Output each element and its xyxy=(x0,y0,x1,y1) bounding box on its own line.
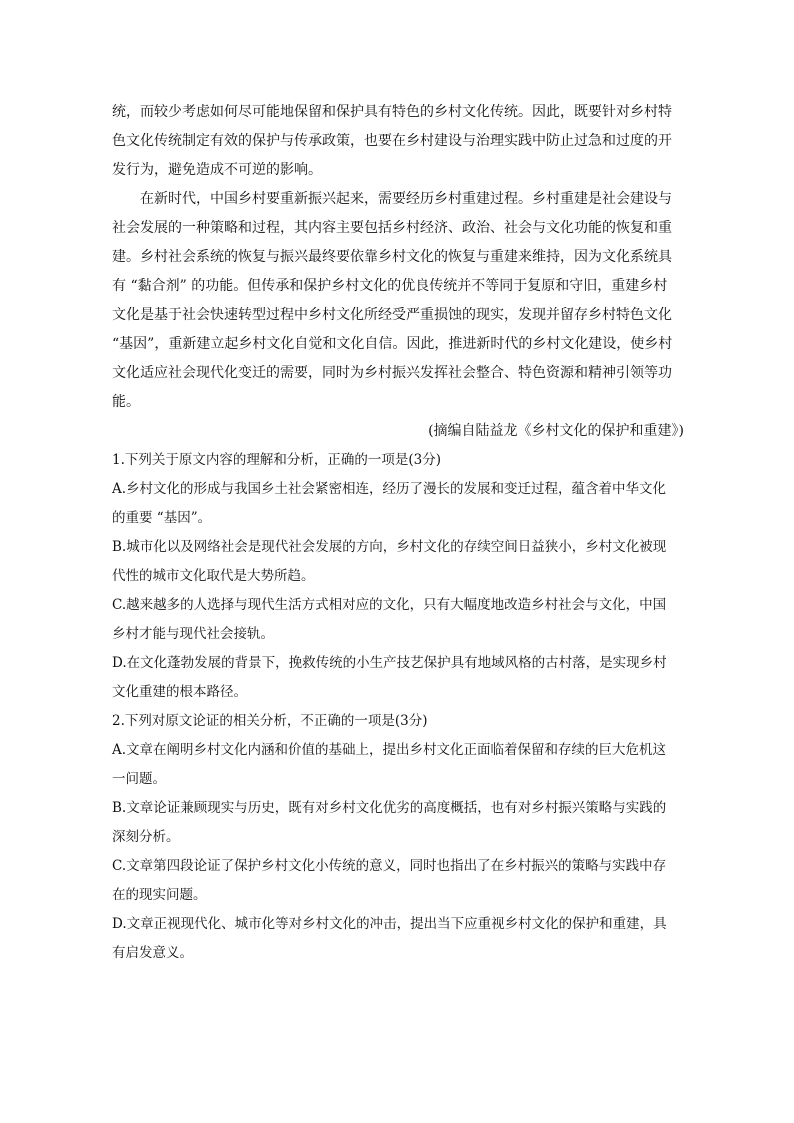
option-a-continued: 一问题。 xyxy=(112,771,166,787)
option-a: A.文章在阐明乡村文化内涵和价值的基础上，提出乡村文化正面临着保留和存续的巨大危机这 xyxy=(112,742,667,758)
question-1 xyxy=(112,446,684,707)
option-b: B.城市化以及网络社会是现代社会发展的方向，乡村文化的存续空间日益狭小，乡村文化被现 xyxy=(112,539,667,555)
document-page xyxy=(112,98,684,968)
text-line: 社会发展的一种策略和过程，其内容主要包括乡村经济、政治、社会与文化功能的恢复和重 xyxy=(112,220,672,236)
text-line: 能。 xyxy=(112,394,140,410)
source-citation: (摘编自陆益龙《乡村文化的保护和重建》) xyxy=(428,423,684,439)
paragraph xyxy=(112,185,684,417)
text-line: 文化适应社会现代化变迁的需要，同时为乡村振兴发挥社会整合、特色资源和精神引领等功 xyxy=(112,365,672,381)
option-d-continued: 文化重建的根本路径。 xyxy=(112,684,247,700)
option-c-continued: 乡村才能与现代社会接轨。 xyxy=(112,626,274,642)
option-d-continued: 有启发意义。 xyxy=(112,945,193,961)
option-b-continued: 代性的城市文化取代是大势所趋。 xyxy=(112,568,315,584)
text-line: 在新时代，中国乡村要重新振兴起来，需要经历乡村重建过程。乡村重建是社会建设与 xyxy=(140,191,672,207)
option-d: D.在文化蓬勃发展的背景下，挽救传统的小生产技艺保护具有地域风格的古村落，是实现乡村 xyxy=(112,655,667,671)
question-stem: 2.下列对原文论证的相关分析，不正确的一项是(3分) xyxy=(112,713,428,729)
question-stem: 1.下列关于原文内容的理解和分析，正确的一项是(3分) xyxy=(112,452,442,468)
option-c: C.越来越多的人选择与现代生活方式相对应的文化，只有大幅度地改造乡村社会与文化，中国 xyxy=(112,597,667,613)
text-line: 色文化传统制定有效的保护与传承政策，也要在乡村建设与治理实践中防止过急和过度的开 xyxy=(112,133,672,149)
option-c-continued: 在的现实问题。 xyxy=(112,887,207,903)
paragraph xyxy=(112,98,684,185)
option-b: B.文章论证兼顾现实与历史，既有对乡村文化优劣的高度概括，也有对乡村振兴策略与实践的 xyxy=(112,800,667,816)
text-line: 有 “黏合剂” 的功能。但传承和保护乡村文化的优良传统并不等同于复原和守旧，重建乡村 xyxy=(112,278,668,294)
text-line: 建。乡村社会系统的恢复与振兴最终要依靠乡村文化的恢复与重建来维持，因为文化系统具 xyxy=(112,249,672,265)
text-line: 统，而较少考虑如何尽可能地保留和保护具有特色的乡村文化传统。因此，既要针对乡村特 xyxy=(112,104,672,120)
text-line: 发行为，避免造成不可逆的影响。 xyxy=(112,162,322,178)
text-line: “基因”，重新建立起乡村文化自觉和文化自信。因此，推进新时代的乡村文化建设，使乡村 xyxy=(112,336,673,352)
option-d: D.文章正视现代化、城市化等对乡村文化的冲击，提出当下应重视乡村文化的保护和重建，具 xyxy=(112,916,667,932)
option-c: C.文章第四段论证了保护乡村文化小传统的意义，同时也指出了在乡村振兴的策略与实践中存 xyxy=(112,858,667,874)
text-line: 文化是基于社会快速转型过程中乡村文化所经受严重损蚀的现实，发现并留存乡村特色文化 xyxy=(112,307,672,323)
option-a-continued: 的重要 “基因”。 xyxy=(112,510,212,526)
option-b-continued: 深刻分析。 xyxy=(112,829,180,845)
option-a: A.乡村文化的形成与我国乡土社会紧密相连，经历了漫长的发展和变迁过程，蕴含着中华文化 xyxy=(112,481,667,497)
question-2 xyxy=(112,707,684,968)
